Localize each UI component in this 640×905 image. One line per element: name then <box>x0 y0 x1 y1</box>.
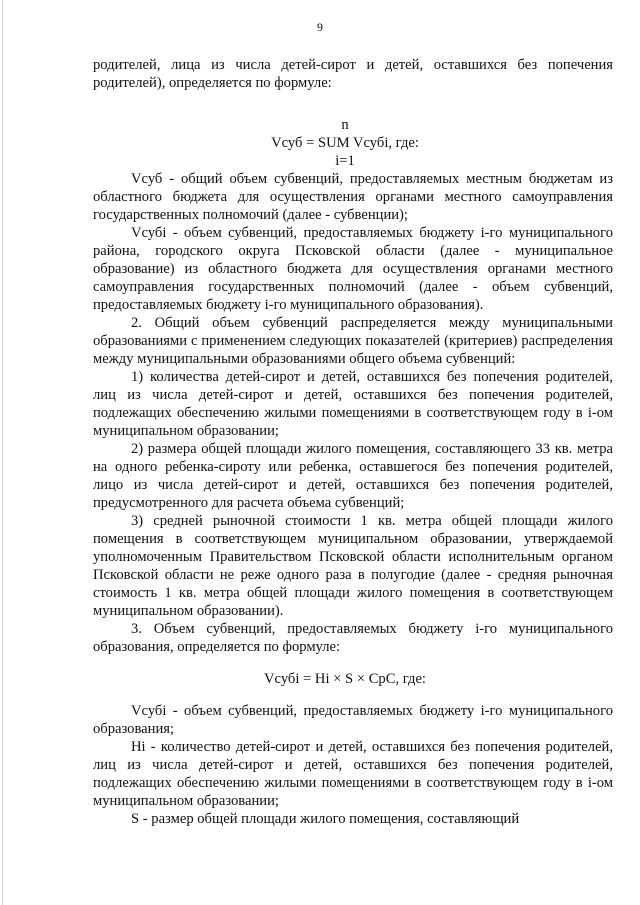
paragraph-item-2: 2. Общий объем субвенций распределяется между муниципальными образованиями с применением следующих показателей (критериев) распределения между муниципальными образованиями общего объема субвенций: <box>93 315 613 367</box>
spacer <box>93 92 613 116</box>
paragraph-continuation: родителей, лица из числа детей-сирот и детей, оставшихся без попечения родителей), определяется по формуле: <box>93 57 613 91</box>
criterion-3: 3) средней рыночной стоимости 1 кв. метра общей площади жилого помещения в соответствующем муниципальном образовании, утверждаемой уполномоченным Правительством Псковской области исполнительным органом Псковской области не реже одного раза в полугодие (далее - средняя рыночная стоимость 1 кв. метра общей площади жилого помещения в соответствующем муниципальном образовании). <box>93 513 613 619</box>
paragraph-item-3: 3. Объем субвенций, предоставляемых бюджету i-го муниципального образования, определяется по формуле: <box>93 621 613 655</box>
definition-vsubi: Vсубi - объем субвенций, предоставляемых бюджету i-го муниципального района, городского округа Псковской области (далее - муниципальное образование) из областного бюджета для осуществления органами местного самоуправления государственных полномочий (далее - объем субвенций, предоставляемых бюджету i-го муниципального образования). <box>93 225 613 313</box>
definition-hi: Нi - количество детей-сирот и детей, оставшихся без попечения родителей, лиц из числа детей-сирот и детей, оставшихся без попечения родителей, подлежащих обеспечению жилыми помещениями в соответствующем году в i-ом муниципальном образовании; <box>93 739 613 809</box>
formula-sum-lower-limit: i=1 <box>335 153 355 169</box>
formula-sum-upper-limit: n <box>341 117 349 133</box>
criterion-2: 2) размера общей площади жилого помещения, составляющего 33 кв. метра на одного ребенка-сироту или ребенка, оставшегося без попечения родителей, лицо из числа детей-сирот и детей, оставшихся без попечения родителей, предусмотренного для расчета объема субвенций; <box>93 441 613 511</box>
formula-vsubi: Vсубi = Нi × S × СрС, где: <box>264 671 426 687</box>
spacer <box>93 656 613 670</box>
page-number: 9 <box>317 20 323 34</box>
definition-s: S - размер общей площади жилого помещения, составляющий <box>131 811 520 827</box>
document-body <box>93 56 613 828</box>
definition-vsub: Vсуб - общий объем субвенций, предоставляемых местным бюджетам из областного бюджета для осуществления органами местного самоуправления государственных полномочий (далее - субвенции); <box>93 171 613 223</box>
criterion-1: 1) количества детей-сирот и детей, оставшихся без попечения родителей, лиц из числа детей-сирот и детей, оставшихся без попечения родителей, подлежащих обеспечению жилыми помещениями в соответствующем году в i-ом муниципальном образовании; <box>93 369 613 439</box>
formula-total <box>93 116 613 170</box>
definition-vsubi-2: Vсубi - объем субвенций, предоставляемых бюджету i-го муниципального образования; <box>93 703 613 737</box>
formula-sum-main: Vсуб = SUM Vсубi, где: <box>271 135 419 151</box>
spacer <box>93 688 613 702</box>
